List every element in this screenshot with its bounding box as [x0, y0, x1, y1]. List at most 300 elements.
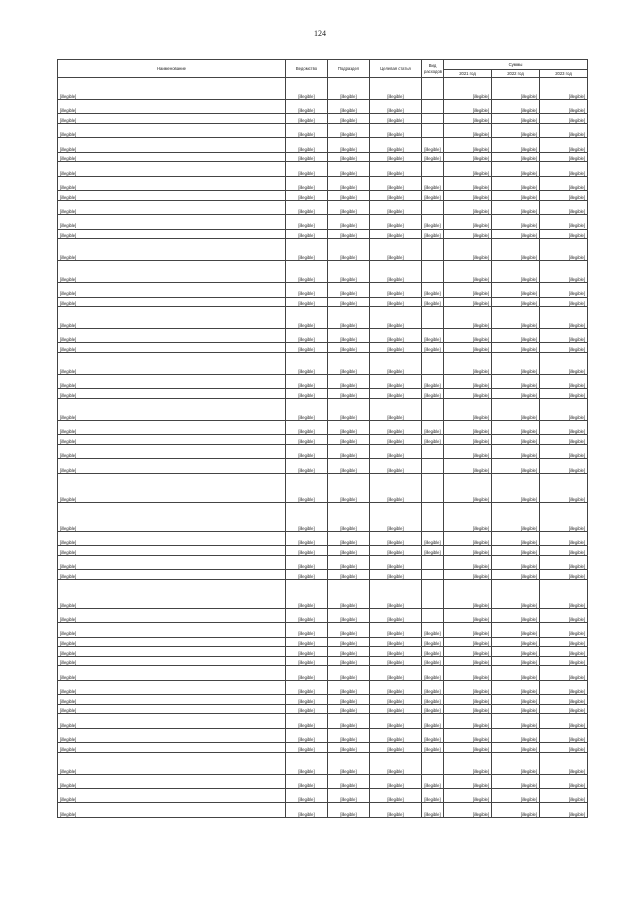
row-sum-2022: [illegible] — [492, 399, 540, 421]
row-name: [illegible] — [58, 789, 286, 803]
row-target-article-code: [illegible] — [370, 728, 422, 742]
row-subsection-code: [illegible] — [328, 123, 370, 137]
table-row — [58, 353, 588, 375]
row-expense-type-code — [422, 399, 444, 421]
table-row — [58, 283, 588, 297]
row-expense-type-code: [illegible] — [422, 803, 444, 817]
row-ministry-code: [illegible] — [286, 200, 328, 214]
row-sum-2023: [illegible] — [540, 343, 588, 353]
row-sum-2021: [illegible] — [444, 421, 492, 435]
table-row — [58, 570, 588, 580]
row-sum-2021: [illegible] — [444, 774, 492, 788]
row-expense-type-code: [illegible] — [422, 789, 444, 803]
row-sum-2021: [illegible] — [444, 435, 492, 445]
row-target-article-code: [illegible] — [370, 176, 422, 190]
table-row — [58, 555, 588, 569]
row-name: [illegible] — [58, 78, 286, 100]
row-target-article-code: [illegible] — [370, 637, 422, 647]
row-ministry-code: [illegible] — [286, 546, 328, 556]
row-subsection-code: [illegible] — [328, 704, 370, 714]
row-subsection-code: [illegible] — [328, 680, 370, 694]
row-sum-2022: [illegible] — [492, 191, 540, 201]
row-sum-2023: [illegible] — [540, 666, 588, 680]
row-name: [illegible] — [58, 307, 286, 329]
row-target-article-code: [illegible] — [370, 152, 422, 162]
row-subsection-code: [illegible] — [328, 743, 370, 753]
row-subsection-code: [illegible] — [328, 445, 370, 459]
row-name: [illegible] — [58, 445, 286, 459]
table-row — [58, 100, 588, 114]
row-subsection-code: [illegible] — [328, 307, 370, 329]
row-sum-2021: [illegible] — [444, 123, 492, 137]
row-ministry-code: [illegible] — [286, 473, 328, 502]
row-sum-2023: [illegible] — [540, 789, 588, 803]
row-target-article-code: [illegible] — [370, 100, 422, 114]
table-row — [58, 704, 588, 714]
row-name: [illegible] — [58, 546, 286, 556]
row-sum-2022: [illegible] — [492, 789, 540, 803]
row-target-article-code: [illegible] — [370, 445, 422, 459]
row-ministry-code: [illegible] — [286, 623, 328, 637]
column-header-year-2021: 2021 год — [444, 70, 492, 78]
row-target-article-code: [illegible] — [370, 714, 422, 728]
row-target-article-code: [illegible] — [370, 803, 422, 817]
row-expense-type-code: [illegible] — [422, 375, 444, 389]
row-sum-2023: [illegible] — [540, 656, 588, 666]
row-expense-type-code — [422, 78, 444, 100]
table-row — [58, 647, 588, 657]
row-name: [illegible] — [58, 329, 286, 343]
row-sum-2023: [illegible] — [540, 215, 588, 229]
table-row — [58, 239, 588, 261]
row-subsection-code: [illegible] — [328, 608, 370, 622]
row-expense-type-code — [422, 555, 444, 569]
row-sum-2021: [illegible] — [444, 176, 492, 190]
row-ministry-code: [illegible] — [286, 502, 328, 531]
row-target-article-code: [illegible] — [370, 774, 422, 788]
row-sum-2021: [illegible] — [444, 389, 492, 399]
row-expense-type-code — [422, 307, 444, 329]
row-target-article-code: [illegible] — [370, 555, 422, 569]
row-expense-type-code — [422, 100, 444, 114]
row-sum-2021: [illegible] — [444, 100, 492, 114]
row-sum-2021: [illegible] — [444, 162, 492, 176]
row-name: [illegible] — [58, 123, 286, 137]
table-row — [58, 229, 588, 239]
row-sum-2022: [illegible] — [492, 570, 540, 580]
table-row — [58, 123, 588, 137]
table-row — [58, 176, 588, 190]
table-row — [58, 78, 588, 100]
row-name: [illegible] — [58, 239, 286, 261]
row-target-article-code: [illegible] — [370, 570, 422, 580]
table-row — [58, 680, 588, 694]
row-sum-2021: [illegible] — [444, 502, 492, 531]
row-name: [illegible] — [58, 502, 286, 531]
row-sum-2022: [illegible] — [492, 78, 540, 100]
row-sum-2022: [illegible] — [492, 329, 540, 343]
row-sum-2022: [illegible] — [492, 176, 540, 190]
row-ministry-code: [illegible] — [286, 307, 328, 329]
row-name: [illegible] — [58, 191, 286, 201]
row-target-article-code: [illegible] — [370, 200, 422, 214]
row-expense-type-code — [422, 162, 444, 176]
row-name: [illegible] — [58, 695, 286, 705]
row-ministry-code: [illegible] — [286, 389, 328, 399]
row-expense-type-code — [422, 239, 444, 261]
row-target-article-code: [illegible] — [370, 435, 422, 445]
row-subsection-code: [illegible] — [328, 752, 370, 774]
row-sum-2021: [illegible] — [444, 704, 492, 714]
row-expense-type-code: [illegible] — [422, 138, 444, 152]
table-row — [58, 421, 588, 435]
row-expense-type-code — [422, 608, 444, 622]
row-sum-2023: [illegible] — [540, 637, 588, 647]
row-sum-2023: [illegible] — [540, 283, 588, 297]
table-row — [58, 191, 588, 201]
row-sum-2023: [illegible] — [540, 353, 588, 375]
table-row — [58, 666, 588, 680]
row-ministry-code: [illegible] — [286, 445, 328, 459]
row-name: [illegible] — [58, 555, 286, 569]
table-row — [58, 789, 588, 803]
row-sum-2022: [illegible] — [492, 114, 540, 124]
row-sum-2022: [illegible] — [492, 162, 540, 176]
row-sum-2021: [illegible] — [444, 239, 492, 261]
row-sum-2023: [illegible] — [540, 803, 588, 817]
row-ministry-code: [illegible] — [286, 704, 328, 714]
row-name: [illegible] — [58, 353, 286, 375]
row-ministry-code: [illegible] — [286, 78, 328, 100]
row-sum-2023: [illegible] — [540, 459, 588, 473]
row-target-article-code: [illegible] — [370, 375, 422, 389]
row-sum-2021: [illegible] — [444, 637, 492, 647]
row-ministry-code: [illegible] — [286, 680, 328, 694]
row-subsection-code: [illegible] — [328, 803, 370, 817]
row-expense-type-code: [illegible] — [422, 680, 444, 694]
row-target-article-code: [illegible] — [370, 307, 422, 329]
row-name: [illegible] — [58, 570, 286, 580]
row-expense-type-code: [illegible] — [422, 774, 444, 788]
row-name: [illegible] — [58, 579, 286, 608]
row-ministry-code: [illegible] — [286, 191, 328, 201]
row-name: [illegible] — [58, 680, 286, 694]
row-subsection-code: [illegible] — [328, 261, 370, 283]
row-expense-type-code: [illegible] — [422, 297, 444, 307]
table-row — [58, 531, 588, 545]
table-row — [58, 114, 588, 124]
row-sum-2022: [illegible] — [492, 353, 540, 375]
row-sum-2023: [illegible] — [540, 743, 588, 753]
row-sum-2023: [illegible] — [540, 435, 588, 445]
table-row — [58, 138, 588, 152]
row-sum-2021: [illegible] — [444, 803, 492, 817]
table-row — [58, 297, 588, 307]
row-ministry-code: [illegible] — [286, 531, 328, 545]
row-sum-2023: [illegible] — [540, 546, 588, 556]
row-target-article-code: [illegible] — [370, 329, 422, 343]
column-header-sums: Суммы — [444, 60, 588, 70]
row-sum-2023: [illegible] — [540, 531, 588, 545]
row-target-article-code: [illegible] — [370, 239, 422, 261]
row-sum-2023: [illegible] — [540, 375, 588, 389]
row-subsection-code: [illegible] — [328, 239, 370, 261]
row-sum-2023: [illegible] — [540, 647, 588, 657]
row-target-article-code: [illegible] — [370, 215, 422, 229]
row-expense-type-code — [422, 459, 444, 473]
row-target-article-code: [illegible] — [370, 114, 422, 124]
row-name: [illegible] — [58, 215, 286, 229]
row-subsection-code: [illegible] — [328, 714, 370, 728]
table-row — [58, 445, 588, 459]
row-sum-2021: [illegible] — [444, 375, 492, 389]
row-target-article-code: [illegible] — [370, 421, 422, 435]
row-sum-2023: [illegible] — [540, 680, 588, 694]
row-sum-2021: [illegible] — [444, 200, 492, 214]
row-subsection-code: [illegible] — [328, 329, 370, 343]
row-sum-2021: [illegible] — [444, 728, 492, 742]
row-target-article-code: [illegible] — [370, 666, 422, 680]
row-ministry-code: [illegible] — [286, 743, 328, 753]
row-expense-type-code — [422, 123, 444, 137]
table-row — [58, 459, 588, 473]
row-ministry-code: [illegible] — [286, 666, 328, 680]
row-ministry-code: [illegible] — [286, 162, 328, 176]
row-sum-2021: [illegible] — [444, 531, 492, 545]
table-row — [58, 803, 588, 817]
row-ministry-code: [illegible] — [286, 215, 328, 229]
row-target-article-code: [illegible] — [370, 502, 422, 531]
row-sum-2022: [illegible] — [492, 459, 540, 473]
row-ministry-code: [illegible] — [286, 695, 328, 705]
row-name: [illegible] — [58, 200, 286, 214]
row-name: [illegible] — [58, 803, 286, 817]
row-subsection-code: [illegible] — [328, 570, 370, 580]
row-sum-2023: [illegible] — [540, 152, 588, 162]
row-subsection-code: [illegible] — [328, 353, 370, 375]
row-subsection-code: [illegible] — [328, 421, 370, 435]
row-sum-2021: [illegible] — [444, 445, 492, 459]
row-expense-type-code: [illegible] — [422, 191, 444, 201]
row-sum-2022: [illegible] — [492, 375, 540, 389]
row-expense-type-code: [illegible] — [422, 421, 444, 435]
row-sum-2023: [illegible] — [540, 555, 588, 569]
row-sum-2023: [illegible] — [540, 200, 588, 214]
row-sum-2023: [illegible] — [540, 623, 588, 637]
row-ministry-code: [illegible] — [286, 459, 328, 473]
row-sum-2022: [illegible] — [492, 666, 540, 680]
row-subsection-code: [illegible] — [328, 162, 370, 176]
row-expense-type-code: [illegible] — [422, 743, 444, 753]
row-subsection-code: [illegible] — [328, 579, 370, 608]
row-name: [illegible] — [58, 229, 286, 239]
row-sum-2022: [illegible] — [492, 704, 540, 714]
row-ministry-code: [illegible] — [286, 656, 328, 666]
row-sum-2023: [illegible] — [540, 329, 588, 343]
row-expense-type-code — [422, 570, 444, 580]
row-expense-type-code: [illegible] — [422, 695, 444, 705]
row-ministry-code: [illegible] — [286, 774, 328, 788]
row-sum-2021: [illegible] — [444, 623, 492, 637]
row-sum-2022: [illegible] — [492, 283, 540, 297]
row-ministry-code: [illegible] — [286, 803, 328, 817]
row-target-article-code: [illegible] — [370, 680, 422, 694]
row-sum-2021: [illegible] — [444, 215, 492, 229]
table-row — [58, 162, 588, 176]
row-sum-2022: [illegible] — [492, 421, 540, 435]
row-sum-2021: [illegible] — [444, 695, 492, 705]
row-target-article-code: [illegible] — [370, 78, 422, 100]
table-row — [58, 307, 588, 329]
row-sum-2021: [illegible] — [444, 297, 492, 307]
row-name: [illegible] — [58, 656, 286, 666]
row-sum-2022: [illegible] — [492, 695, 540, 705]
row-name: [illegible] — [58, 623, 286, 637]
table-row — [58, 637, 588, 647]
row-sum-2022: [illegible] — [492, 445, 540, 459]
table-row — [58, 608, 588, 622]
row-sum-2021: [illegible] — [444, 743, 492, 753]
row-sum-2021: [illegible] — [444, 152, 492, 162]
row-name: [illegible] — [58, 743, 286, 753]
row-sum-2023: [illegible] — [540, 399, 588, 421]
row-target-article-code: [illegible] — [370, 743, 422, 753]
row-sum-2022: [illegible] — [492, 343, 540, 353]
row-expense-type-code — [422, 579, 444, 608]
table-row — [58, 329, 588, 343]
row-name: [illegible] — [58, 162, 286, 176]
row-sum-2021: [illegible] — [444, 329, 492, 343]
row-subsection-code: [illegible] — [328, 656, 370, 666]
table-row — [58, 435, 588, 445]
table-body — [58, 78, 588, 818]
row-sum-2022: [illegible] — [492, 743, 540, 753]
row-ministry-code: [illegible] — [286, 297, 328, 307]
row-sum-2023: [illegible] — [540, 162, 588, 176]
row-name: [illegible] — [58, 138, 286, 152]
table-row — [58, 579, 588, 608]
row-sum-2021: [illegible] — [444, 307, 492, 329]
row-sum-2022: [illegible] — [492, 152, 540, 162]
row-ministry-code: [illegible] — [286, 579, 328, 608]
row-expense-type-code: [illegible] — [422, 714, 444, 728]
row-name: [illegible] — [58, 176, 286, 190]
row-target-article-code: [illegible] — [370, 191, 422, 201]
row-sum-2023: [illegible] — [540, 421, 588, 435]
row-target-article-code: [illegible] — [370, 623, 422, 637]
row-target-article-code: [illegible] — [370, 704, 422, 714]
row-subsection-code: [illegible] — [328, 435, 370, 445]
row-sum-2023: [illegible] — [540, 752, 588, 774]
row-sum-2021: [illegible] — [444, 546, 492, 556]
row-sum-2023: [illegible] — [540, 704, 588, 714]
row-sum-2023: [illegible] — [540, 570, 588, 580]
row-expense-type-code: [illegible] — [422, 152, 444, 162]
table-row — [58, 695, 588, 705]
row-sum-2022: [illegible] — [492, 261, 540, 283]
row-sum-2022: [illegible] — [492, 502, 540, 531]
row-sum-2023: [illegible] — [540, 608, 588, 622]
row-ministry-code: [illegible] — [286, 329, 328, 343]
table-row — [58, 714, 588, 728]
row-expense-type-code: [illegible] — [422, 343, 444, 353]
row-subsection-code: [illegible] — [328, 637, 370, 647]
row-name: [illegible] — [58, 435, 286, 445]
row-target-article-code: [illegible] — [370, 229, 422, 239]
row-name: [illegible] — [58, 421, 286, 435]
table-row — [58, 752, 588, 774]
row-expense-type-code: [illegible] — [422, 647, 444, 657]
row-ministry-code: [illegible] — [286, 138, 328, 152]
row-target-article-code: [illegible] — [370, 473, 422, 502]
row-ministry-code: [illegible] — [286, 123, 328, 137]
row-sum-2021: [illegible] — [444, 473, 492, 502]
row-name: [illegible] — [58, 704, 286, 714]
row-name: [illegible] — [58, 261, 286, 283]
table-row — [58, 375, 588, 389]
table-row — [58, 774, 588, 788]
row-sum-2021: [illegible] — [444, 555, 492, 569]
row-name: [illegible] — [58, 375, 286, 389]
row-sum-2022: [illegible] — [492, 623, 540, 637]
row-sum-2022: [illegible] — [492, 608, 540, 622]
row-target-article-code: [illegible] — [370, 647, 422, 657]
row-sum-2023: [illegible] — [540, 774, 588, 788]
row-subsection-code: [illegible] — [328, 473, 370, 502]
row-sum-2023: [illegible] — [540, 297, 588, 307]
row-sum-2023: [illegible] — [540, 502, 588, 531]
row-target-article-code: [illegible] — [370, 353, 422, 375]
row-name: [illegible] — [58, 774, 286, 788]
column-header-ministry: Ведомство — [286, 60, 328, 78]
row-expense-type-code: [illegible] — [422, 656, 444, 666]
row-sum-2021: [illegible] — [444, 789, 492, 803]
row-name: [illegible] — [58, 473, 286, 502]
row-name: [illegible] — [58, 297, 286, 307]
row-name: [illegible] — [58, 343, 286, 353]
row-ministry-code: [illegible] — [286, 714, 328, 728]
table-row — [58, 473, 588, 502]
row-sum-2023: [illegible] — [540, 229, 588, 239]
row-name: [illegible] — [58, 283, 286, 297]
row-sum-2023: [illegible] — [540, 176, 588, 190]
row-sum-2021: [illegible] — [444, 680, 492, 694]
row-sum-2022: [illegible] — [492, 123, 540, 137]
row-sum-2021: [illegible] — [444, 714, 492, 728]
row-name: [illegible] — [58, 608, 286, 622]
row-sum-2021: [illegible] — [444, 570, 492, 580]
row-name: [illegible] — [58, 752, 286, 774]
row-expense-type-code — [422, 261, 444, 283]
row-subsection-code: [illegible] — [328, 647, 370, 657]
row-sum-2023: [illegible] — [540, 100, 588, 114]
row-ministry-code: [illegible] — [286, 647, 328, 657]
table-row — [58, 656, 588, 666]
row-sum-2022: [illegible] — [492, 138, 540, 152]
row-sum-2021: [illegible] — [444, 114, 492, 124]
row-sum-2022: [illegible] — [492, 435, 540, 445]
row-ministry-code: [illegible] — [286, 353, 328, 375]
row-sum-2021: [illegible] — [444, 353, 492, 375]
row-ministry-code: [illegible] — [286, 435, 328, 445]
row-sum-2021: [illegible] — [444, 399, 492, 421]
table-row — [58, 389, 588, 399]
row-sum-2021: [illegible] — [444, 608, 492, 622]
row-sum-2021: [illegible] — [444, 343, 492, 353]
column-header-name: Наименование — [58, 60, 286, 78]
row-subsection-code: [illegible] — [328, 531, 370, 545]
row-subsection-code: [illegible] — [328, 623, 370, 637]
